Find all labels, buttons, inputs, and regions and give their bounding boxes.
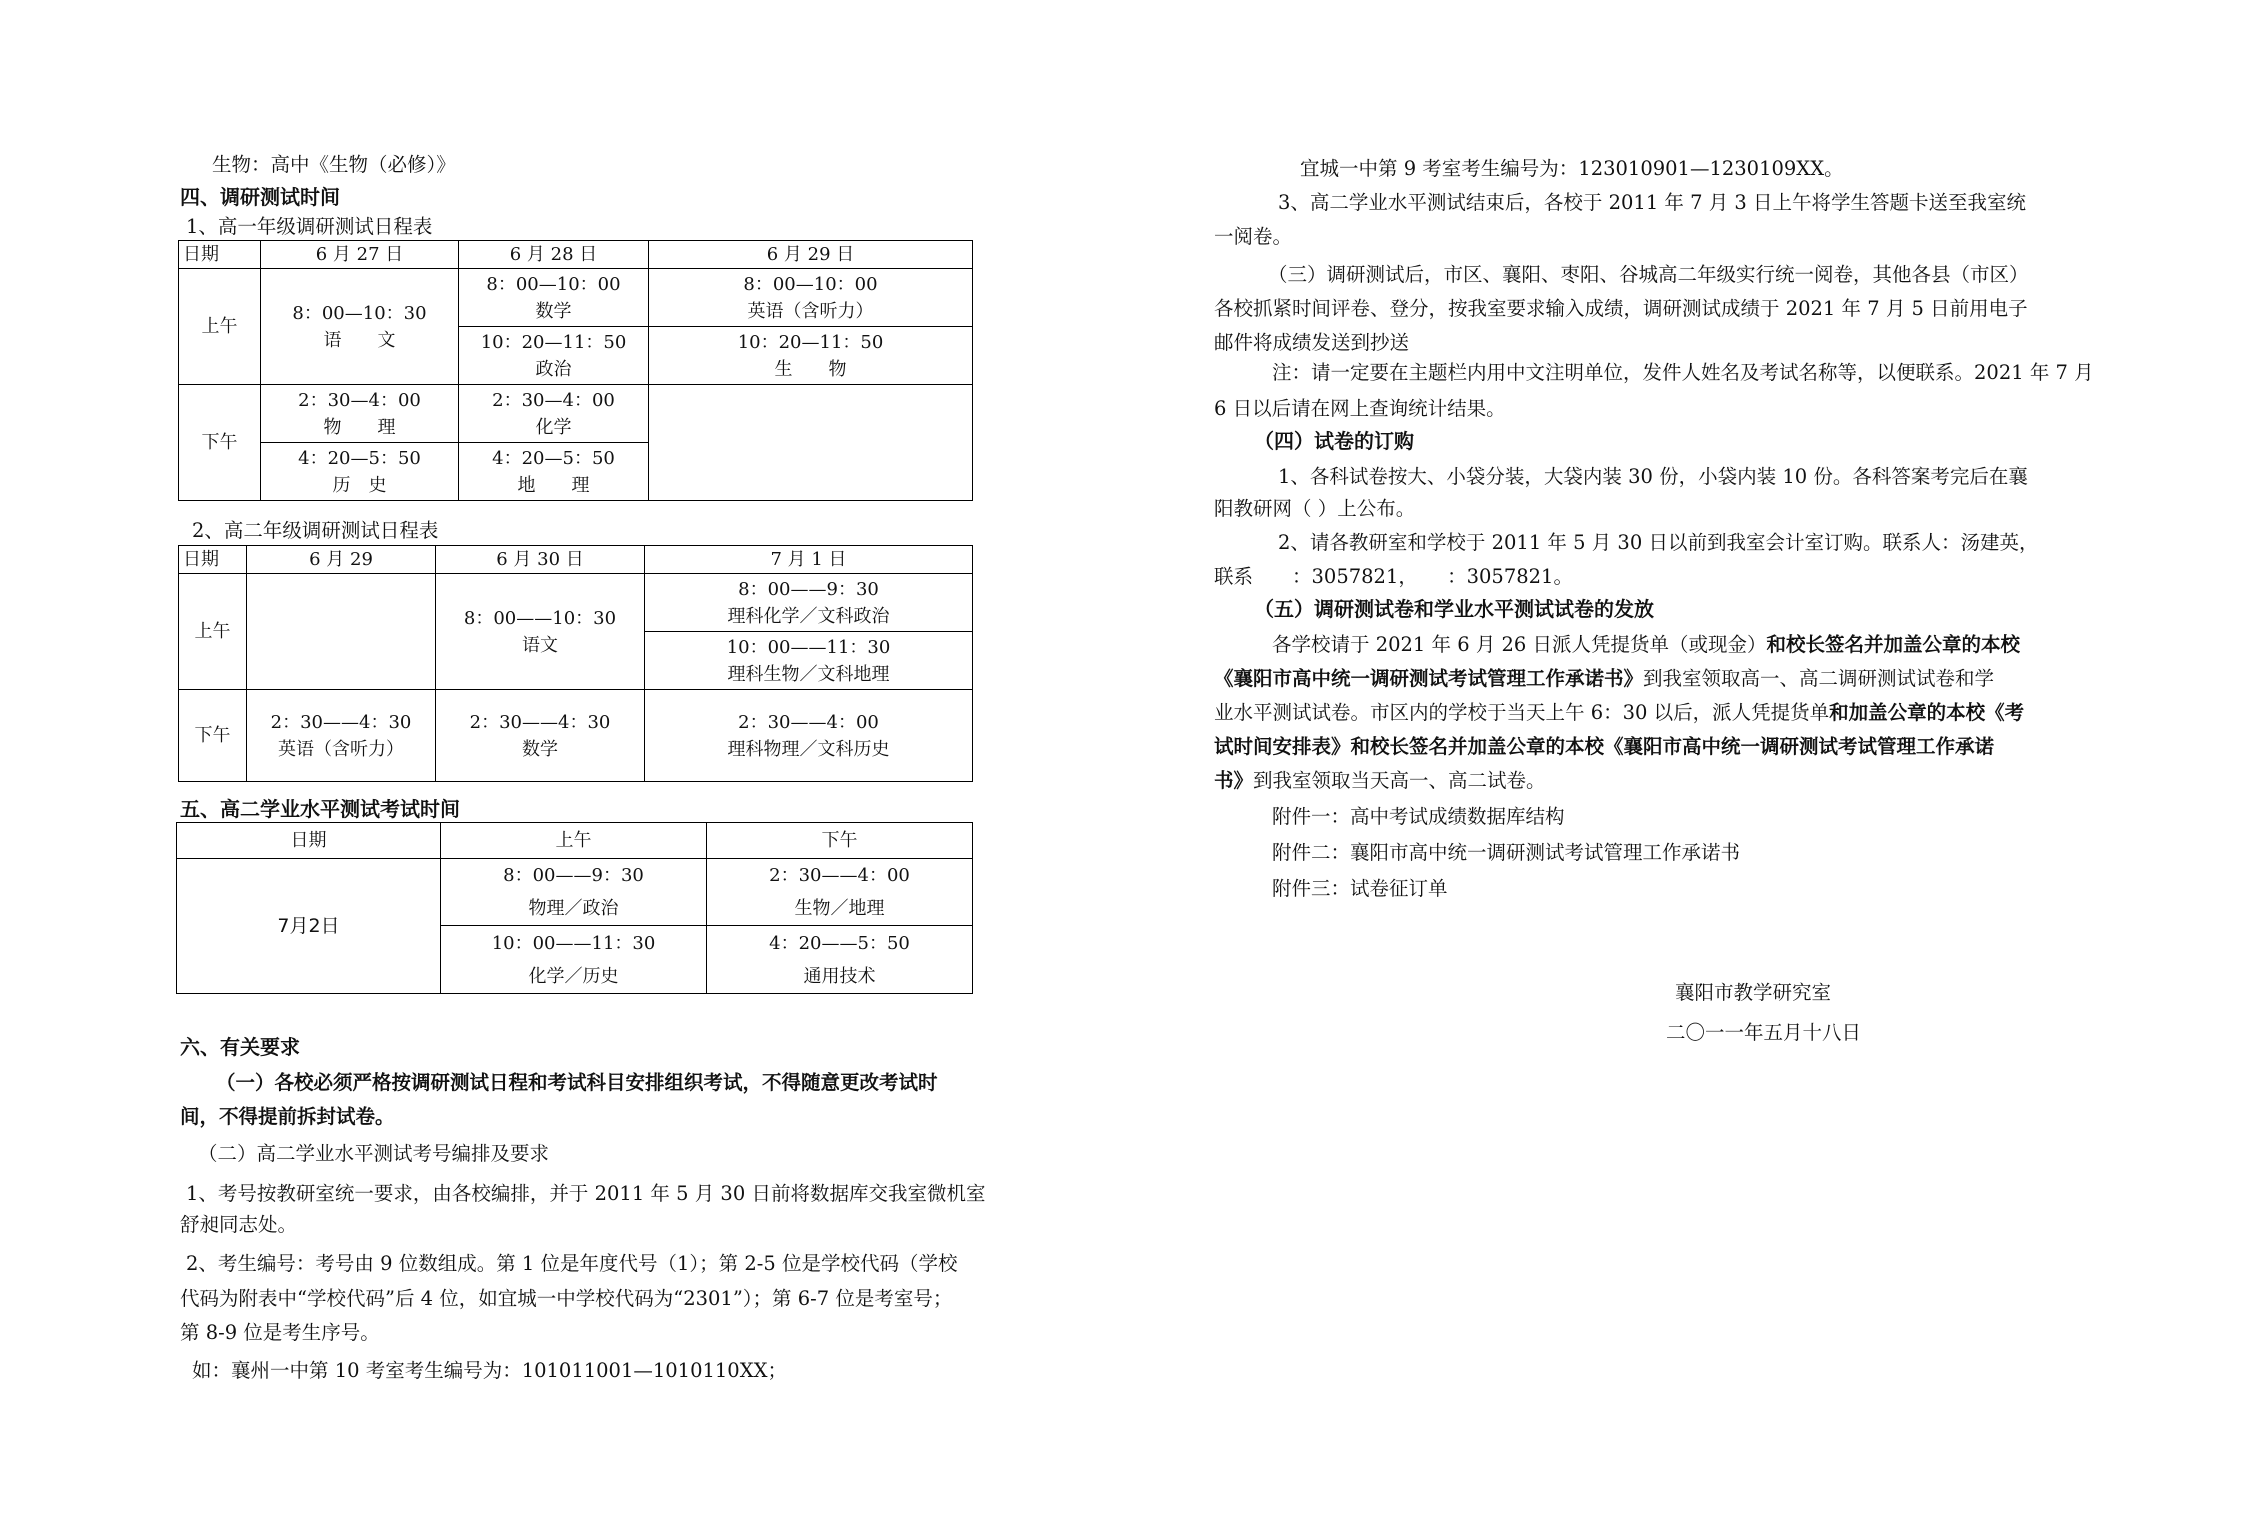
- table-cell: 2：30——4：30 数学: [436, 690, 645, 782]
- table-header: 6 月 29 日: [649, 241, 973, 269]
- table-cell: 8：00—10：00 数学: [459, 269, 649, 327]
- distribution-line1: 各学校请于 2021 年 6 月 26 日派人凭提货单（或现金）和校长签名并加盖公章的本校: [1272, 633, 2021, 656]
- section3-line2: 各校抓紧时间评卷、登分，按我室要求输入成绩，调研测试成绩于 2021 年 7 月 5 日前用电子: [1214, 297, 2028, 320]
- exam-date: 7月2日: [177, 859, 441, 994]
- item3-line2: 一阅卷。: [1214, 225, 1293, 248]
- table-cell: 8：00——10：30 语文: [436, 574, 645, 690]
- biology-line: 生物：高中《生物（必修）》: [212, 153, 456, 176]
- attachment-3: 附件三：试卷征订单: [1272, 877, 1448, 900]
- pm-label: 下午: [179, 690, 247, 782]
- table-cell: 10：00——11：30 理科生物／文科地理: [645, 632, 973, 690]
- table2-caption: 2、高二年级调研测试日程表: [192, 519, 439, 542]
- table-header: 6 月 29: [247, 546, 436, 574]
- distribution-line2: 《襄阳市高中统一调研测试考试管理工作承诺书》到我室领取高一、高二调研测试试卷和学: [1214, 667, 1995, 690]
- table-cell: 10：00——11：30 化学／历史: [441, 926, 707, 994]
- table-header: 6 月 28 日: [459, 241, 649, 269]
- am-label: 上午: [179, 574, 247, 690]
- grade10-schedule-table: [178, 240, 973, 501]
- requirement-2-heading: （二）高二学业水平测试考号编排及要求: [198, 1142, 550, 1165]
- issue-date: 二〇一一年五月十八日: [1666, 1021, 1862, 1044]
- para2-line3: 第 8-9 位是考生序号。: [180, 1321, 380, 1344]
- distribution-line5: 书》到我室领取当天高一、高二试卷。: [1214, 769, 1546, 792]
- table-header: 6 月 30 日: [436, 546, 645, 574]
- table-cell: 10：20—11：50 生 物: [649, 327, 973, 385]
- requirement-1-line1: （一）各校必须严格按调研测试日程和考试科目安排组织考试，不得随意更改考试时: [216, 1071, 938, 1094]
- distribution-line4: 试时间安排表》和校长签名并加盖公章的本校《襄阳市高中统一调研测试考试管理工作承诺: [1214, 735, 1995, 758]
- proficiency-exam-table: [176, 822, 973, 994]
- order1-line1: 1、各科试卷按大、小袋分装，大袋内装 30 份，小袋内装 10 份。各科答案考完后在襄: [1278, 465, 2028, 488]
- item3-line1: 3、高二学业水平测试结束后，各校于 2011 年 7 月 3 日上午将学生答题卡送至我室统: [1278, 191, 2027, 214]
- table-cell: 2：30——4：00 理科物理／文科历史: [645, 690, 973, 782]
- order2-line2: 联系 ：3057821， ：3057821。: [1214, 565, 1573, 588]
- note-line1: 注：请一定要在主题栏内用中文注明单位，发件人姓名及考试名称等，以便联系。2021 年 7 月: [1272, 361, 2094, 384]
- para2-line1: 2、考生编号：考号由 9 位数组成。第 1 位是年度代号（1）；第 2-5 位是学校代码（学校: [186, 1252, 958, 1275]
- table-cell: 4：20—5：50 地 理: [459, 443, 649, 501]
- table-cell: 2：30—4：00 化学: [459, 385, 649, 443]
- order-heading: （四）试卷的订购: [1254, 429, 1414, 453]
- table-cell: 4：20——5：50 通用技术: [707, 926, 973, 994]
- table-cell: 8：00——9：30 物理／政治: [441, 859, 707, 926]
- para1-line2: 舒昶同志处。: [180, 1213, 298, 1236]
- table-cell: 8：00—10：00 英语（含听力）: [649, 269, 973, 327]
- table-header: 6 月 27 日: [261, 241, 459, 269]
- section-6-heading: 六、有关要求: [180, 1035, 300, 1059]
- example-line-2: 宜城一中第 9 考室考生编号为：123010901—1230109XX。: [1300, 157, 1844, 180]
- table-cell: 4：20—5：50 历 史: [261, 443, 459, 501]
- order2-line1: 2、请各教研室和学校于 2011 年 5 月 30 日以前到我室会计室订购。联系人：汤建英，: [1278, 531, 2039, 554]
- table-header: 日期: [179, 546, 247, 574]
- pm-label: 下午: [179, 385, 261, 501]
- para1-line1: 1、考号按教研室统一要求，由各校编排，并于 2011 年 5 月 30 日前将数据库交我室微机室: [186, 1182, 986, 1205]
- table-header: 7 月 1 日: [645, 546, 973, 574]
- requirement-1-line2: 间，不得提前拆封试卷。: [180, 1105, 395, 1128]
- table1-caption: 1、高一年级调研测试日程表: [186, 215, 433, 238]
- table-cell: 8：00—10：30 语 文: [261, 269, 459, 385]
- section3-line3: 邮件将成绩发送到抄送: [1214, 331, 1410, 354]
- distribution-line3: 业水平测试试卷。市区内的学校于当天上午 6：30 以后，派人凭提货单和加盖公章的本校《考: [1214, 701, 2025, 724]
- section-4-heading: 四、调研测试时间: [180, 185, 340, 209]
- am-label: 上午: [179, 269, 261, 385]
- distribution-heading: （五）调研测试卷和学业水平测试试卷的发放: [1254, 597, 1654, 621]
- table-cell: [649, 385, 973, 501]
- order1-line2: 阳教研网（ ）上公布。: [1214, 497, 1416, 520]
- table-cell: 2：30——4：30 英语（含听力）: [247, 690, 436, 782]
- section-5-heading: 五、高二学业水平测试考试时间: [180, 797, 460, 821]
- attachment-1: 附件一：高中考试成绩数据库结构: [1272, 805, 1565, 828]
- para2-example: 如：襄州一中第 10 考室考生编号为：101011001—1010110XX；: [192, 1359, 787, 1382]
- grade11-schedule-table: [178, 545, 973, 782]
- table-header: 下午: [707, 823, 973, 859]
- issuing-organization: 襄阳市教学研究室: [1675, 981, 1832, 1004]
- table-cell: 8：00——9：30 理科化学／文科政治: [645, 574, 973, 632]
- table-header: 日期: [179, 241, 261, 269]
- table-cell: 2：30—4：00 物 理: [261, 385, 459, 443]
- table-cell: 2：30——4：00 生物／地理: [707, 859, 973, 926]
- note-line2: 6 日以后请在网上查询统计结果。: [1214, 397, 1506, 420]
- table-cell: [247, 574, 436, 690]
- section3-line1: （三）调研测试后，市区、襄阳、枣阳、谷城高二年级实行统一阅卷，其他各县（市区）: [1268, 263, 2029, 286]
- table-cell: 10：20—11：50 政治: [459, 327, 649, 385]
- table-header: 日期: [177, 823, 441, 859]
- attachment-2: 附件二：襄阳市高中统一调研测试考试管理工作承诺书: [1272, 841, 1741, 864]
- table-header: 上午: [441, 823, 707, 859]
- para2-line2: 代码为附表中“学校代码”后 4 位，如宜城一中学校代码为“2301”）；第 6-7 位是考室号；: [180, 1287, 953, 1310]
